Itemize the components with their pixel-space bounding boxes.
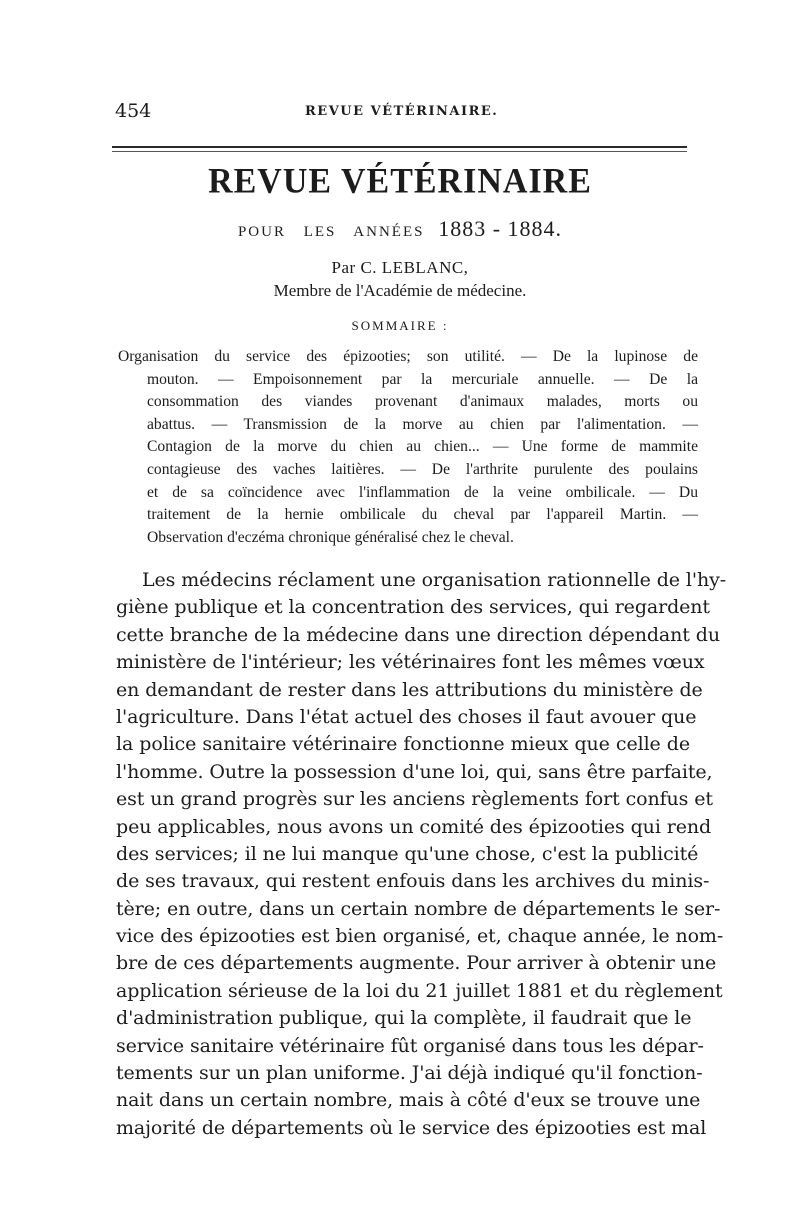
article-title: REVUE VÉTÉRINAIRE [208,162,592,201]
body-line: service sanitaire vétérinaire fût organisé dans tous les dépar- [116,1034,704,1057]
summary-line: contagieuse des vaches laitières. — De l'arthrite purulente des poulains [147,460,698,478]
body-line: l'homme. Outre la possession d'une loi, qui, sans être parfaite, [116,760,713,783]
body-line: peu applicables, nous avons un comité des épizooties qui rend [116,815,712,838]
affiliation: Membre de l'Académie de médecine. [273,281,527,300]
article-subtitle [100,216,700,242]
body-line: cette branche de la médecine dans une direction dépendant du [116,623,720,646]
body-line: l'agriculture. Dans l'état actuel des choses il faut avouer que [116,705,697,728]
summary-line: traitement de la hernie ombilicale du cheval par l'appareil Martin. — [147,506,698,524]
summary-line: consommation des viandes provenant d'animaux malades, morts ou [147,393,698,411]
body-line: majorité de départements où le service des épizooties est mal [116,1116,707,1139]
summary-heading: SOMMAIRE : [351,318,449,333]
body-line: Les médecins réclament une organisation rationnelle de l'hy- [142,569,727,591]
subtitle-words: POUR LES ANNÉES [237,224,425,240]
summary-line: abattus. — Transmission de la morve au chien par l'alimentation. — [147,415,698,433]
body-line: bre de ces départements augmente. Pour arriver à obtenir une [116,952,717,975]
running-head [115,100,685,126]
body-line: en demandant de rester dans les attributions du ministère de [116,678,703,701]
body-line: est un grand progrès sur les anciens règlements fort confus et [116,788,713,811]
byline [100,256,700,302]
body-line: ministère de l'intérieur; les vétérinaires font les mêmes vœux [116,651,705,674]
header-rule-thick [112,146,687,148]
body-line: des services; il ne lui manque qu'une chose, c'est la publicité [116,842,699,865]
summary-line: Contagion de la morve du chien au chien... — Une forme de mammite [147,438,698,456]
body-line: giène publique et la concentration des services, qui regardent [116,596,710,619]
author: Par C. LEBLANC, [331,258,469,277]
running-title: REVUE VÉTÉRINAIRE. [305,104,499,119]
body-line: d'administration publique, qui la complète, il faudrait que le [116,1007,692,1030]
page-number: 454 [115,100,152,122]
header-rule-thin [112,151,687,152]
body-line: vice des épizooties est bien organisé, et, chaque année, le nom- [116,925,724,948]
body-line: la police sanitaire vétérinaire fonctionne mieux que celle de [116,733,690,756]
subtitle-years: 1883 - 1884. [438,216,563,241]
body-line: de ses travaux, qui restent enfouis dans les archives du minis- [116,870,710,893]
summary-line: mouton. — Empoisonnement par la mercuriale annuelle. — De la [147,370,698,388]
summary-line: et de sa coïncidence avec l'inflammation de la veine ombilicale. — Du [147,483,698,501]
body-line: application sérieuse de la loi du 21 juillet 1881 et du règlement [116,979,723,1002]
body-line: tère; en outre, dans un certain nombre de départements le ser- [116,897,721,920]
summary [118,346,698,549]
body-line: tements sur un plan uniforme. J'ai déjà indiqué qu'il fonction- [116,1062,703,1085]
summary-line: Organisation du service des épizooties; son utilité. — De la lupinose de [118,348,698,365]
summary-line: Observation d'eczéma chronique généralisé chez le cheval. [147,528,514,546]
body-line: nait dans un certain nombre, mais à côté d'eux se trouve une [116,1089,701,1112]
body-paragraph [116,567,727,1142]
